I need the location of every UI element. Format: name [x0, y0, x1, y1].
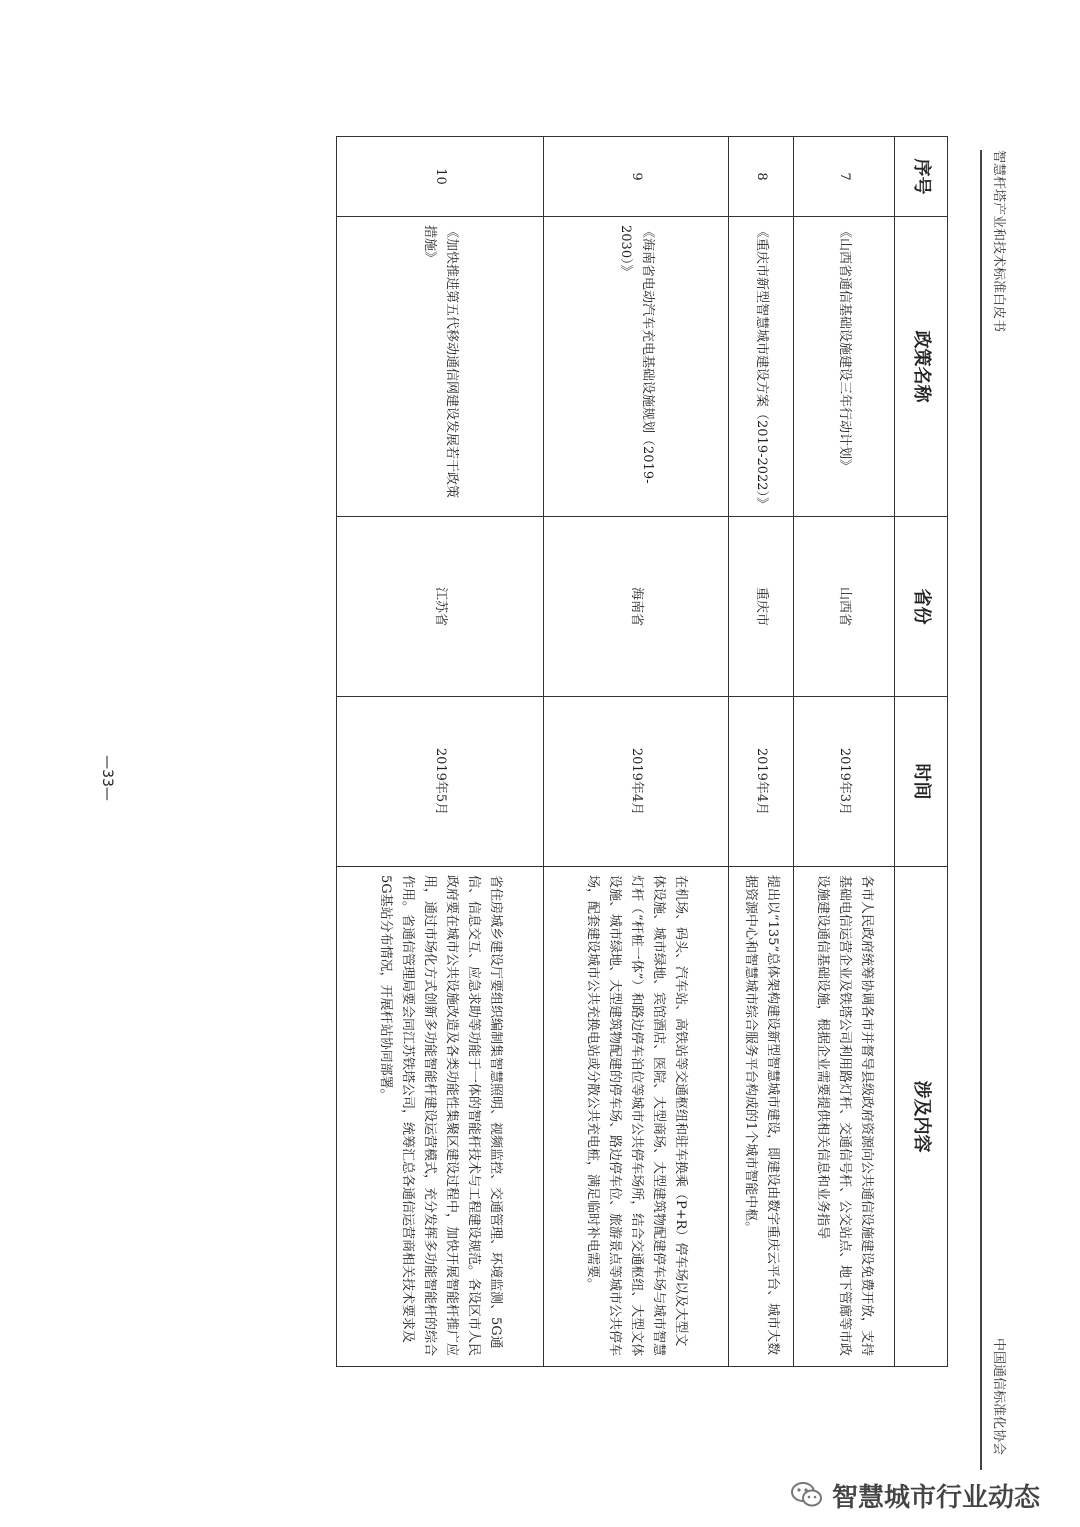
row-time: 2019年4月 — [543, 697, 728, 867]
header-right-title — [991, 1338, 1010, 1455]
row-policy-name: 《海南省电动汽车充电基础设施规划（2019-2030）》 — [543, 217, 728, 517]
row-content: 各市人民政府统筹协调各市并督导县级政府资源向公共通信设施建设免费开放，支持基础电信运营企业及铁塔公司利用路灯杆、交通信号杆、公交站点、地下管廊等市政设施建设通信基础设施，根据企业需要提供相关信息和业务指导 — [794, 867, 894, 1367]
column-header-no: 序号 — [894, 137, 947, 217]
header-left-title-text: 智慧杆塔产业和技术标准白皮书 — [991, 150, 1006, 333]
row-province: 江苏省 — [337, 517, 544, 697]
watermark-text: 智慧城市行业动态 — [832, 1482, 1041, 1513]
row-time: 2019年4月 — [729, 697, 794, 867]
table-row — [794, 137, 894, 1367]
policy-table — [336, 136, 948, 1367]
row-no: 10 — [337, 137, 544, 217]
header-rule — [980, 150, 982, 1470]
row-province: 重庆市 — [729, 517, 794, 697]
header-right-title-text: 中国通信标准化协会 — [991, 1338, 1006, 1456]
row-policy-name: 《加快推进第五代移动通信网建设发展若干政策措施》 — [337, 217, 544, 517]
row-content: 提出以“135”总体架构建设新型智慧城市建设，即建设由数字重庆云平台、城市大数据资源中心和智慧城市综合服务平台构成的1个城市智能中枢。 — [729, 867, 794, 1367]
column-header-content: 涉及内容 — [894, 867, 947, 1367]
wechat-icon — [790, 1480, 824, 1510]
row-no: 9 — [543, 137, 728, 217]
header-left-title — [991, 150, 1010, 332]
row-policy-name: 《重庆市新型智慧城市建设方案（2019-2022）》 — [729, 217, 794, 517]
row-time: 2019年3月 — [794, 697, 894, 867]
row-content: 在机场、码头、汽车站、高铁站等交通枢纽和驻车换乘（P+R）停车场以及大型文体设施、城市绿地、宾馆酒店、医院、大型商场、大型建筑物配建停车场与城市智慧灯杆（“杆桩一体”）和路边停车泊位等城市公共停车场所，结合交通枢纽、大型文体设施、城市绿地、大型建筑物配建的停车场、路边停车位、旅游景点等城市公共停车场，配套建设城市公共充换电站或分散公共充电桩，满足临时补电需要。 — [543, 867, 728, 1367]
row-content: 省住房城乡建设厅要组织编制集智慧照明、视频监控、交通管理、环境监测、5G通信、信息交互、应急求助等功能于一体的智能杆技术与工程建设规范。各设区市人民政府要在城市公共设施改造及各类功能性集聚区建设过程中，加快开展智能杆推广应用，通过市场化方式创新多功能智能杆建设运营模式，充分发挥多功能智能杆的综合作用。省通信管理局要会同江苏铁塔公司，统筹汇总各通信运营商相关技术要求及5G基站分布情况，开展杆站协同部署。 — [337, 867, 544, 1367]
row-no: 8 — [729, 137, 794, 217]
table-row — [543, 137, 728, 1367]
row-no: 7 — [794, 137, 894, 217]
row-time: 2019年5月 — [337, 697, 544, 867]
row-province: 山西省 — [794, 517, 894, 697]
row-policy-name: 《山西省通信基础设施建设三年行动计划》 — [794, 217, 894, 517]
column-header-time: 时间 — [894, 697, 947, 867]
row-province: 海南省 — [543, 517, 728, 697]
column-header-name: 政策名称 — [894, 217, 947, 517]
page-number — [92, 750, 122, 810]
table-row — [729, 137, 794, 1367]
table-header-row — [894, 137, 947, 1367]
column-header-province: 省份 — [894, 517, 947, 697]
page-number-text: —33— — [99, 755, 115, 801]
table-row — [337, 137, 544, 1367]
watermark — [790, 1470, 1080, 1520]
